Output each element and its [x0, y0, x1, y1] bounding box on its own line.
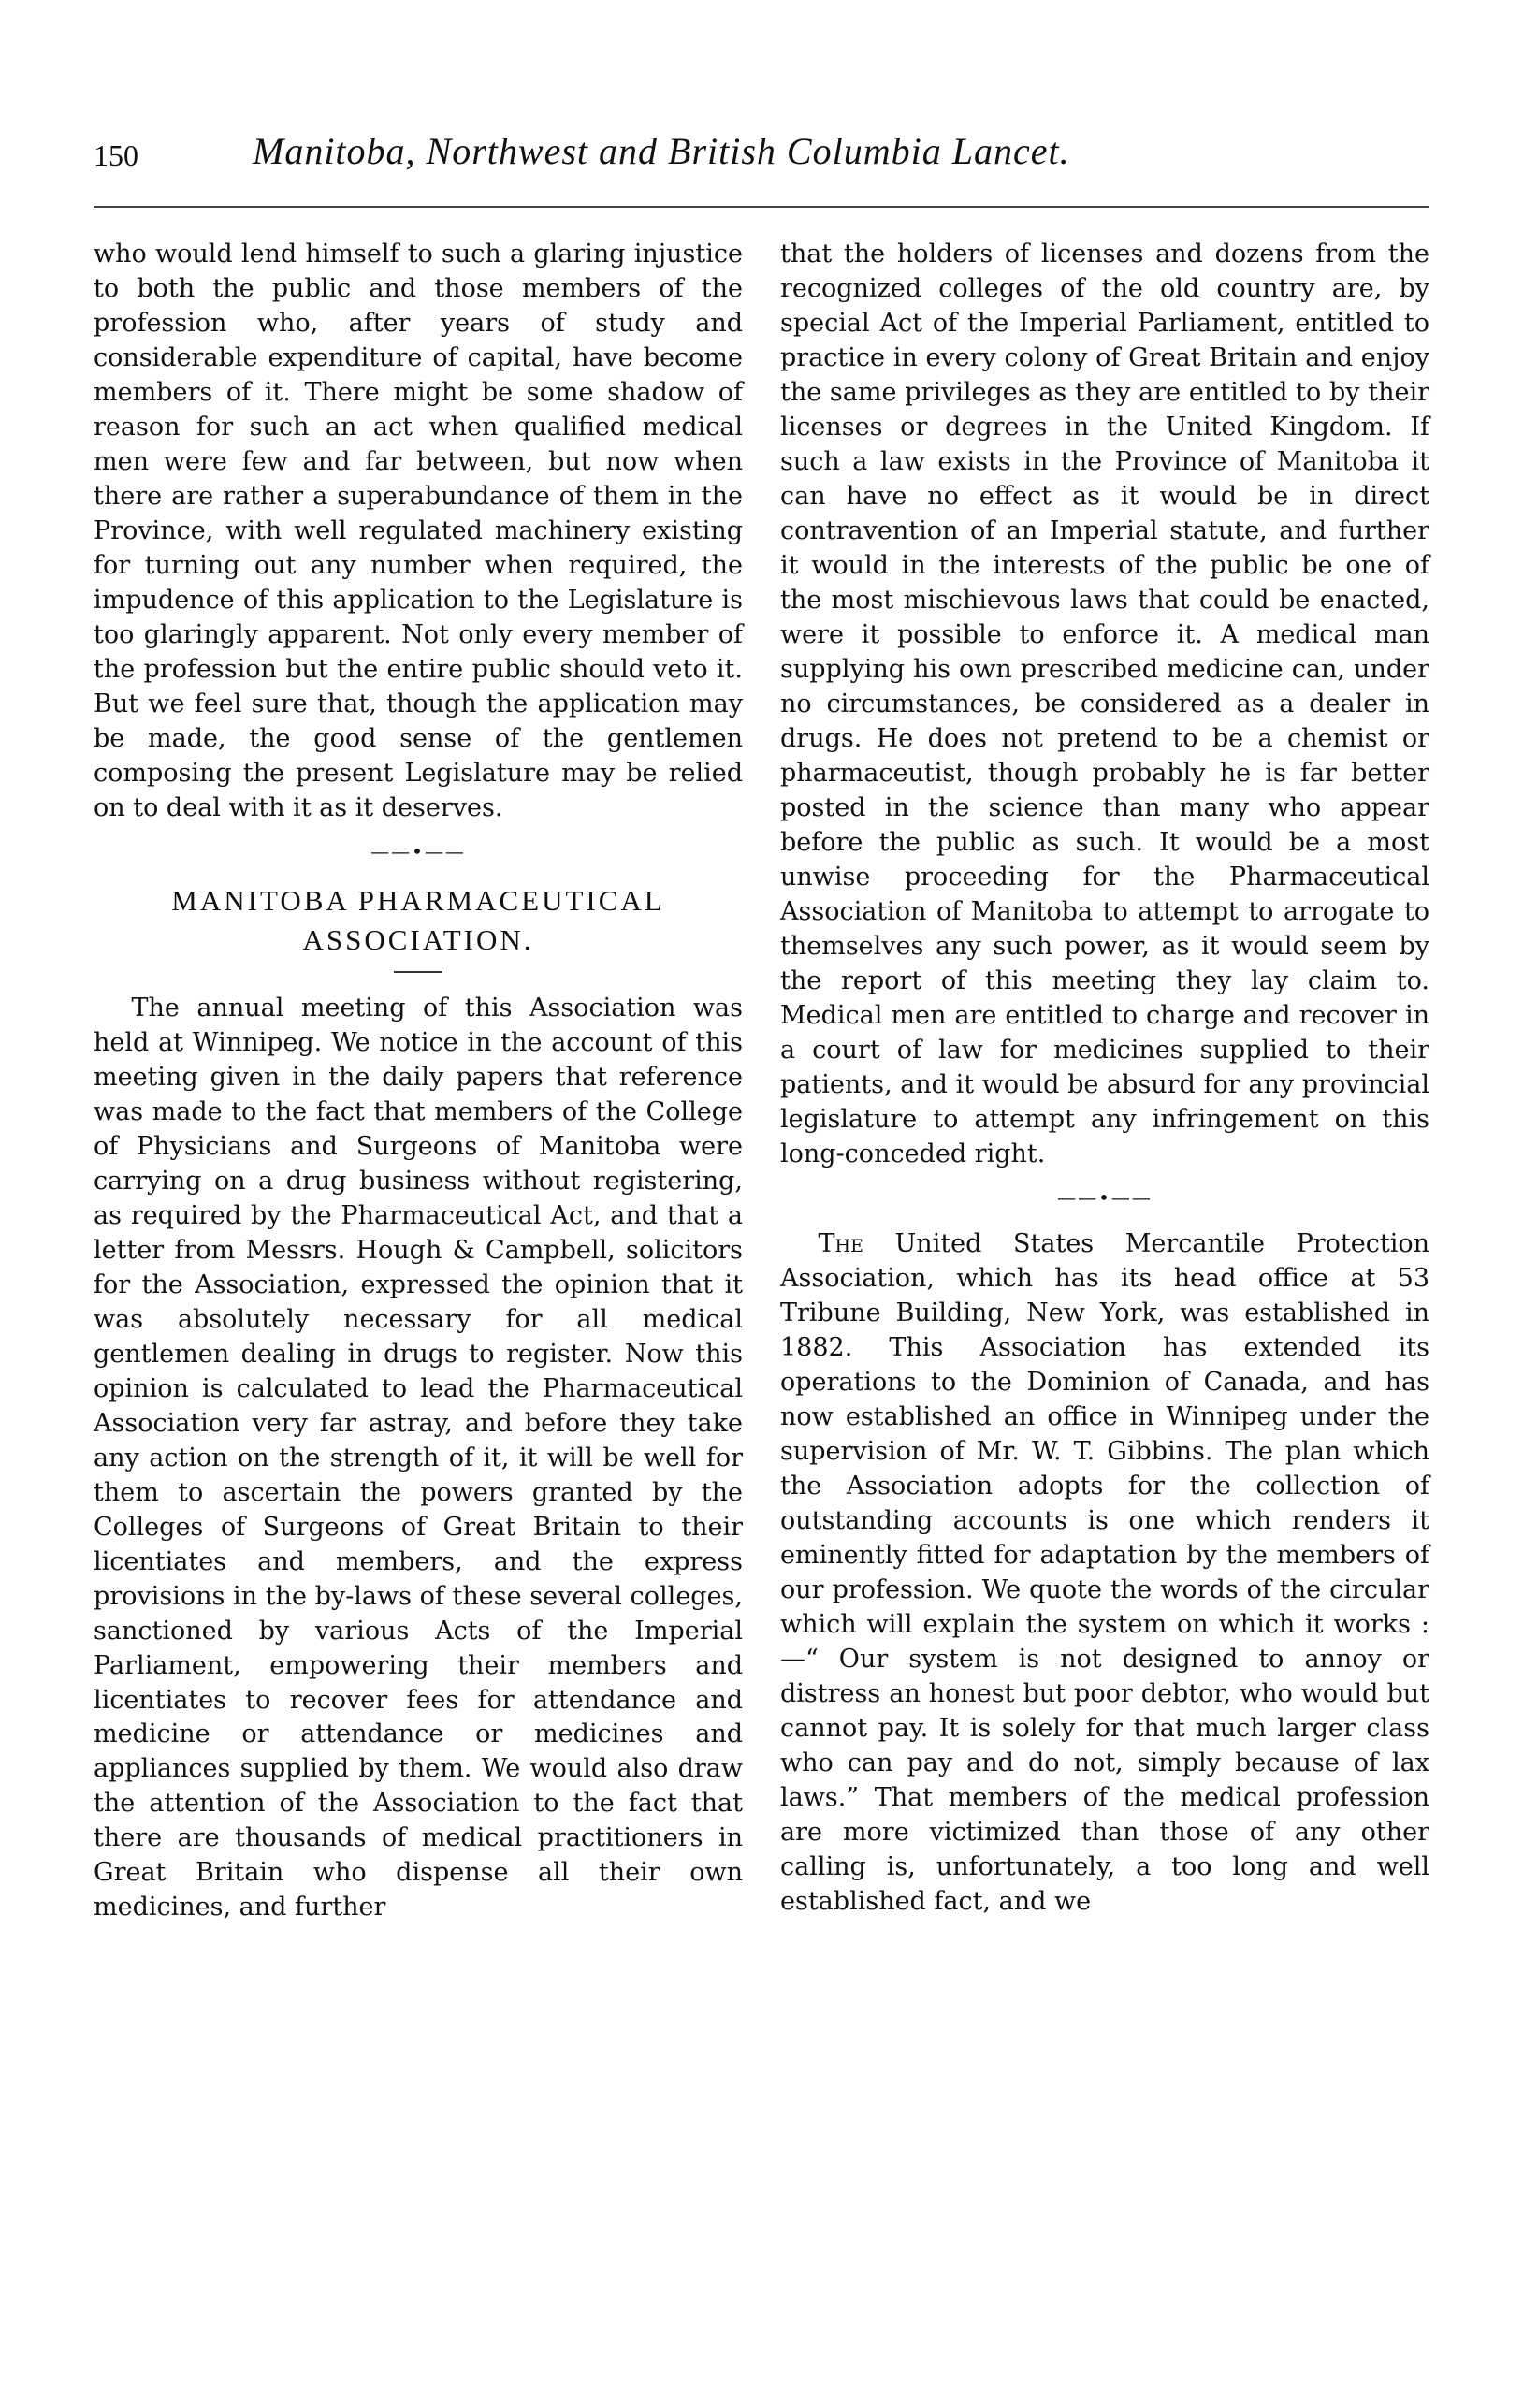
running-head — [94, 94, 1429, 208]
journal-title: Manitoba, Northwest and British Columbia Lancet. — [253, 130, 1070, 172]
second-article-paragraph — [780, 1227, 1429, 1920]
page-number: 150 — [94, 138, 138, 172]
section-heading: MANITOBA PHARMACEUTICAL ASSOCIATION. — [171, 884, 665, 956]
second-article-text: United States Mercantile Protection Association, which has its head office at 53 Tribune Building, New York, was established in 1882. This Association has extended its operations to the Dominion of Canada, and has now established an office in Winnipeg under the supervision of Mr. W. T. Gibbins. The plan which the Association adopts for the collection of outstanding accounts is one which renders it eminently fitted for adaptation by the members of our profession. We quote the words of the circular which will explain the system on which it works :—“ Our system is not designed to annoy or distress an honest but poor debtor, who would but cannot pay. It is solely for that much larger class who can pay and do not, simply because of lax laws.” That members of the medical profession are more victimized than those of any other calling is, unfortunately, a too long and well established fact, and we — [780, 1228, 1429, 1916]
intro-paragraph: who would lend himself to such a glaring injustice to both the public and those members of the profession who, after years of study and considerable expenditure of capital, have become members of it. There might be some shadow of reason for such an act when qualified medical men were few and far between, but now when there are rather a superabundance of them in the Province, with well regulated machinery existing for turning out any number when required, the impudence of this application to the Legislature is too glaringly apparent. Not only every member of the profession but the entire public should veto it. But we feel sure that, though the application may be made, the good sense of the gentlemen composing the present Legislature may be relied on to deal with it as it deserves. — [94, 239, 743, 822]
text-columns — [94, 238, 1429, 2339]
section-ornament: ——•—— — [370, 839, 466, 863]
journal-page — [94, 94, 1429, 2339]
heading-rule — [394, 971, 442, 973]
left-column — [94, 238, 743, 2339]
article-paragraph: The annual meeting of this Association was held at Winnipeg. We notice in the account of this meeting given in the daily papers that reference was made to the fact that members of the College of Physicians and Surgeons of Manitoba were carrying on a drug business without registering, as required by the Pharmaceutical Act, and that a letter from Messrs. Hough & Campbell, solicitors for the Association, expressed the opinion that it was absolutely necessary for all medical gentlemen dealing in drugs to register. Now this opinion is calculated to lead the Pharmaceutical Association very far astray, and before they take any action on the strength of it, it will be well for them to ascertain the powers granted by the Colleges of Surgeons of Great Britain to their licentiates and members, and the express provisions in the by-laws of these several colleges, sanctioned by various Acts of the Imperial Parliament, empowering their members and licentiates to recover fees for attendance and medicine or attendance or medicines and appliances supplied by them. We would also draw the attention of the Association to the fact that there are thousands of medical practitioners in Great Britain who dispense all their own medicines, and further — [94, 993, 743, 1922]
right-column — [780, 238, 1429, 2339]
section-ornament: ——•—— — [1057, 1185, 1153, 1209]
lead-in-word: The — [818, 1228, 863, 1258]
continuation-paragraph: that the holders of licenses and dozens from the recognized colleges of the old country are, by special Act of the Imperial Parliament, entitled to practice in every colony of Great Britain and enjoy the same privileges as they are entitled to by their licenses or degrees in the United Kingdom. If such a law exists in the Province of Manitoba it can have no effect as it would be in direct contravention of an Imperial statute, and further it would in the interests of the public be one of the most mischievous laws that could be enacted, were it possible to enforce it. A medical man supplying his own prescribed medicine can, under no circumstances, be considered as a dealer in drugs. He does not pretend to be a chemist or pharmaceutist, though probably he is far better posted in the science than many who appear before the public as such. It would be a most unwise proceeding for the Pharmaceutical Association of Manitoba to attempt to arrogate to themselves any such power, as it would seem by the report of this meeting they lay claim to. Medical men are entitled to charge and recover in a court of law for medicines supplied to their patients, and it would be absurd for any provincial legislature to attempt any infringement on this long-conceded right. — [780, 239, 1429, 1168]
